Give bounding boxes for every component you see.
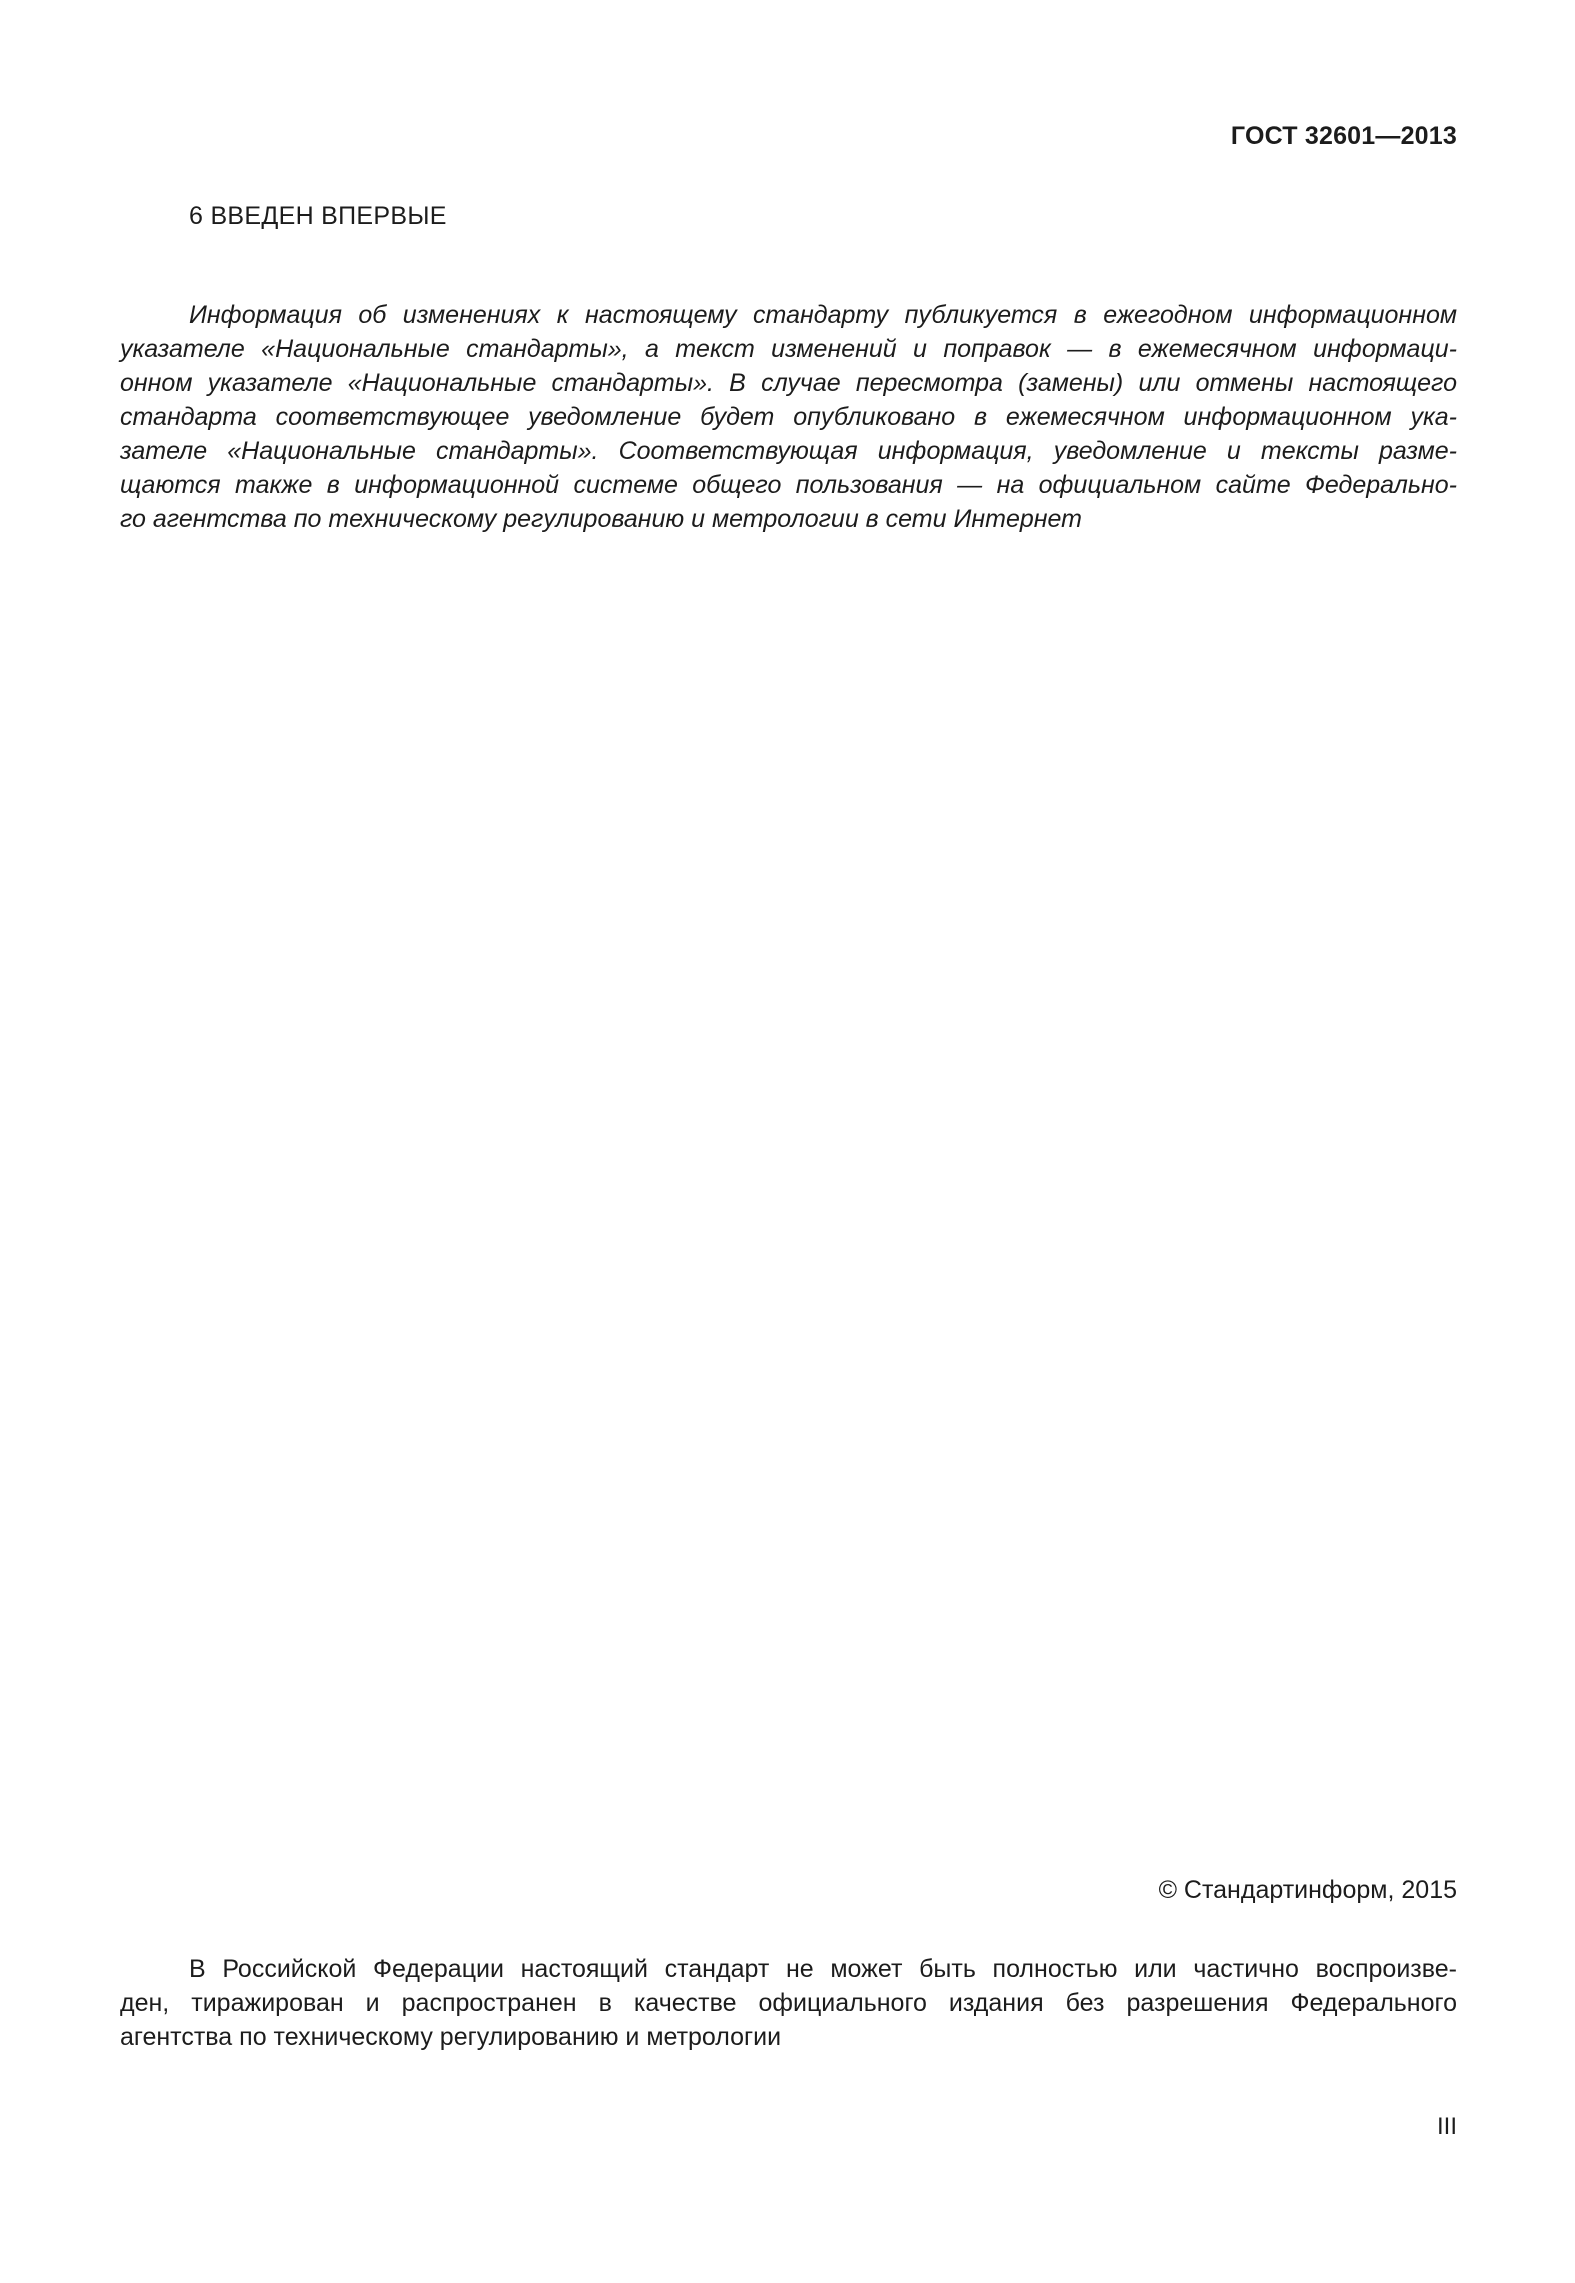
paragraph-line: ден, тиражирован и распространен в качестве официального издания без разрешения Федерального [120,1989,1457,2017]
standard-code-header: ГОСТ 32601—2013 [1230,122,1457,150]
paragraph-line: онном указателе «Национальные стандарты». В случае пересмотра (замены) или отмены настоящего [120,369,1457,397]
paragraph-line: Информация об изменениях к настоящему стандарту публикуется в ежегодном информационном [189,301,1457,329]
change-info-paragraph [120,298,1457,536]
paragraph-line: стандарта соответствующее уведомление будет опубликовано в ежемесячном информационном ука- [120,403,1457,431]
item-6-text: 6 ВВЕДЕН ВПЕРВЫЕ [189,202,447,230]
paragraph-line: агентства по техническому регулированию и метрологии [120,2023,782,2051]
paragraph-line: го агентства по техническому регулированию и метрологии в сети Интернет [120,505,1082,533]
copyright-notice: © Стандартинформ, 2015 [1158,1876,1457,1904]
reproduction-rights-paragraph [120,1952,1457,2054]
paragraph-line: В Российской Федерации настоящий стандарт не может быть полностью или частично воспроизве- [189,1955,1457,1983]
paragraph-line: щаются также в информационной системе общего пользования — на официальном сайте Федерально- [120,471,1457,499]
page-number: III [1436,2113,1457,2140]
paragraph-line: указателе «Национальные стандарты», а текст изменений и поправок — в ежемесячном информаци- [120,335,1457,363]
paragraph-line: зателе «Национальные стандарты». Соответствующая информация, уведомление и тексты разме- [120,437,1457,465]
